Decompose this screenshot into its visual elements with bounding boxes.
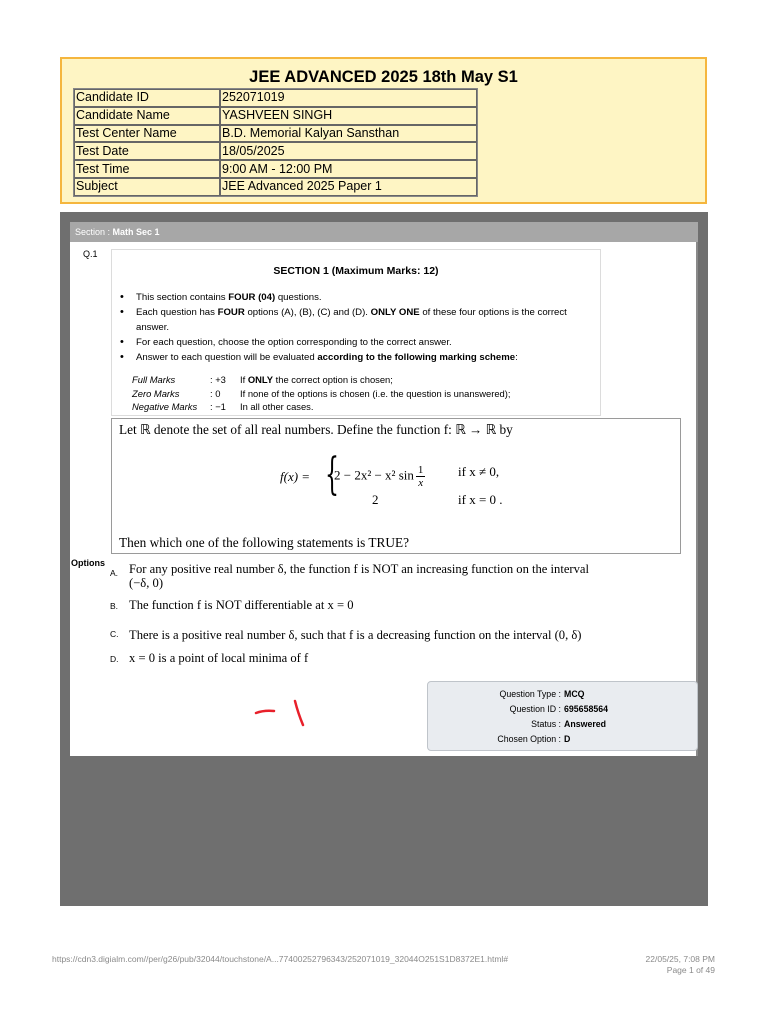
info-value: YASHVEEN SINGH: [220, 107, 477, 125]
fraction-denominator: x: [418, 477, 424, 489]
question-type-label: Question Type :: [499, 689, 561, 699]
table-row: [74, 89, 477, 107]
minus-stroke: [256, 711, 274, 713]
option-text: x = 0 is a point of local minima of f: [129, 651, 309, 665]
table-row: [74, 142, 477, 160]
piecewise-formula: [280, 449, 540, 509]
info-value: 9:00 AM - 12:00 PM: [220, 160, 477, 178]
formula-case-1: [334, 464, 425, 489]
fraction-numerator: 1: [417, 464, 424, 476]
marking-label: Full Marks: [132, 374, 176, 385]
status-value: Answered: [564, 719, 607, 729]
marking-value: : −1: [210, 401, 226, 412]
question-meta-panel: [427, 681, 698, 751]
one-stroke: [295, 701, 303, 725]
instructions-list: [118, 290, 600, 365]
meta-row: [428, 689, 699, 703]
marking-value: : +3: [210, 374, 226, 385]
case1-expr: 2 − 2x² − x² sin: [334, 467, 414, 483]
chosen-option-value: D: [564, 734, 571, 744]
status-label: Status :: [531, 719, 561, 729]
meta-row: [428, 734, 699, 748]
option-letter: A.: [110, 568, 119, 578]
stem-question: Then which one of the following statements is TRUE?: [119, 535, 410, 550]
marking-scheme: [132, 373, 510, 414]
chosen-option-label: Chosen Option :: [497, 734, 561, 744]
marking-label: Negative Marks: [132, 401, 198, 412]
info-key: Test Date: [74, 142, 220, 160]
case2-condition: if x = 0 .: [458, 492, 503, 507]
handwritten-negative-mark: [254, 697, 314, 737]
marking-row: [132, 400, 510, 414]
question-number: Q.1: [83, 249, 98, 259]
candidate-info-table: [73, 88, 478, 197]
info-value: 18/05/2025: [220, 142, 477, 160]
info-key: Candidate ID: [74, 89, 220, 107]
instructions-title: SECTION 1 (Maximum Marks: 12): [273, 265, 439, 277]
marking-row: [132, 387, 510, 401]
section-instructions: [111, 249, 601, 416]
question-id-value: 695658564: [564, 704, 609, 714]
instruction-item: • This section contains FOUR (04) questions.: [118, 290, 600, 305]
marking-value: : 0: [210, 387, 221, 399]
info-value: B.D. Memorial Kalyan Sansthan: [220, 125, 477, 143]
info-value: 252071019: [220, 89, 477, 107]
marking-row: [132, 373, 510, 387]
section-panel: [60, 212, 708, 906]
case1-condition: if x ≠ 0,: [458, 464, 500, 479]
section-header: [70, 222, 698, 242]
question-id-label: Question ID :: [509, 704, 561, 714]
instruction-item: • Each question has FOUR options (A), (B), (C) and (D). ONLY ONE of these four options is the correct answer.: [118, 305, 600, 335]
case2-expr: 2: [372, 492, 379, 507]
fraction: [416, 464, 426, 489]
footer-url[interactable]: https://cdn3.digialm.com//per/g26/pub/32044/touchstone/A...77400252796343/252071019_32044O251S1D8372E1.html#: [52, 954, 509, 964]
marking-desc: In all other cases.: [240, 401, 314, 412]
brace-icon: {: [325, 449, 339, 500]
exam-title: JEE ADVANCED 2025 18th May S1: [249, 68, 518, 86]
info-key: Test Center Name: [74, 125, 220, 143]
question-card: [70, 242, 698, 756]
instruction-item: • For each question, choose the option corresponding to the correct answer.: [118, 335, 600, 350]
marking-desc: If none of the options is chosen (i.e. the question is unanswered);: [240, 387, 511, 399]
footer-datetime: 22/05/25, 7:08 PM: [645, 954, 715, 964]
table-row: [74, 160, 477, 178]
footer-page-number: Page 1 of 49: [666, 965, 715, 975]
option-letter: C.: [110, 629, 119, 639]
info-key: Candidate Name: [74, 107, 220, 125]
marking-desc: If ONLY the correct option is chosen;: [240, 374, 393, 385]
option-text: For any positive real number δ, the function f is NOT an increasing function on the interval (−δ, 0): [129, 562, 590, 590]
table-row: [74, 178, 477, 196]
info-key: Subject: [74, 178, 220, 196]
info-value: JEE Advanced 2025 Paper 1: [220, 178, 477, 196]
options-label: Options: [71, 558, 105, 568]
marking-label: Zero Marks: [132, 387, 180, 399]
section-name: Math Sec 1: [112, 227, 160, 237]
option-letter: D.: [110, 654, 119, 664]
stem-intro: Let ℝ denote the set of all real numbers. Define the function f: ℝ → ℝ by: [119, 422, 513, 437]
instruction-item: • Answer to each question will be evaluated according to the following marking scheme:: [118, 350, 600, 365]
section-label: Section :: [75, 227, 113, 237]
option-text: The function f is NOT differentiable at x = 0: [129, 598, 354, 612]
option-letter: B.: [110, 601, 119, 611]
table-row: [74, 125, 477, 143]
info-key: Test Time: [74, 160, 220, 178]
option-text: There is a positive real number δ, such that f is a decreasing function on the interval (0, δ): [129, 628, 582, 642]
formula-lhs: f(x) =: [280, 469, 311, 484]
table-row: [74, 107, 477, 125]
meta-row: [428, 704, 699, 718]
candidate-info-panel: [60, 57, 707, 204]
question-stem: [111, 418, 681, 554]
question-type-value: MCQ: [564, 689, 585, 699]
meta-row: [428, 719, 699, 733]
